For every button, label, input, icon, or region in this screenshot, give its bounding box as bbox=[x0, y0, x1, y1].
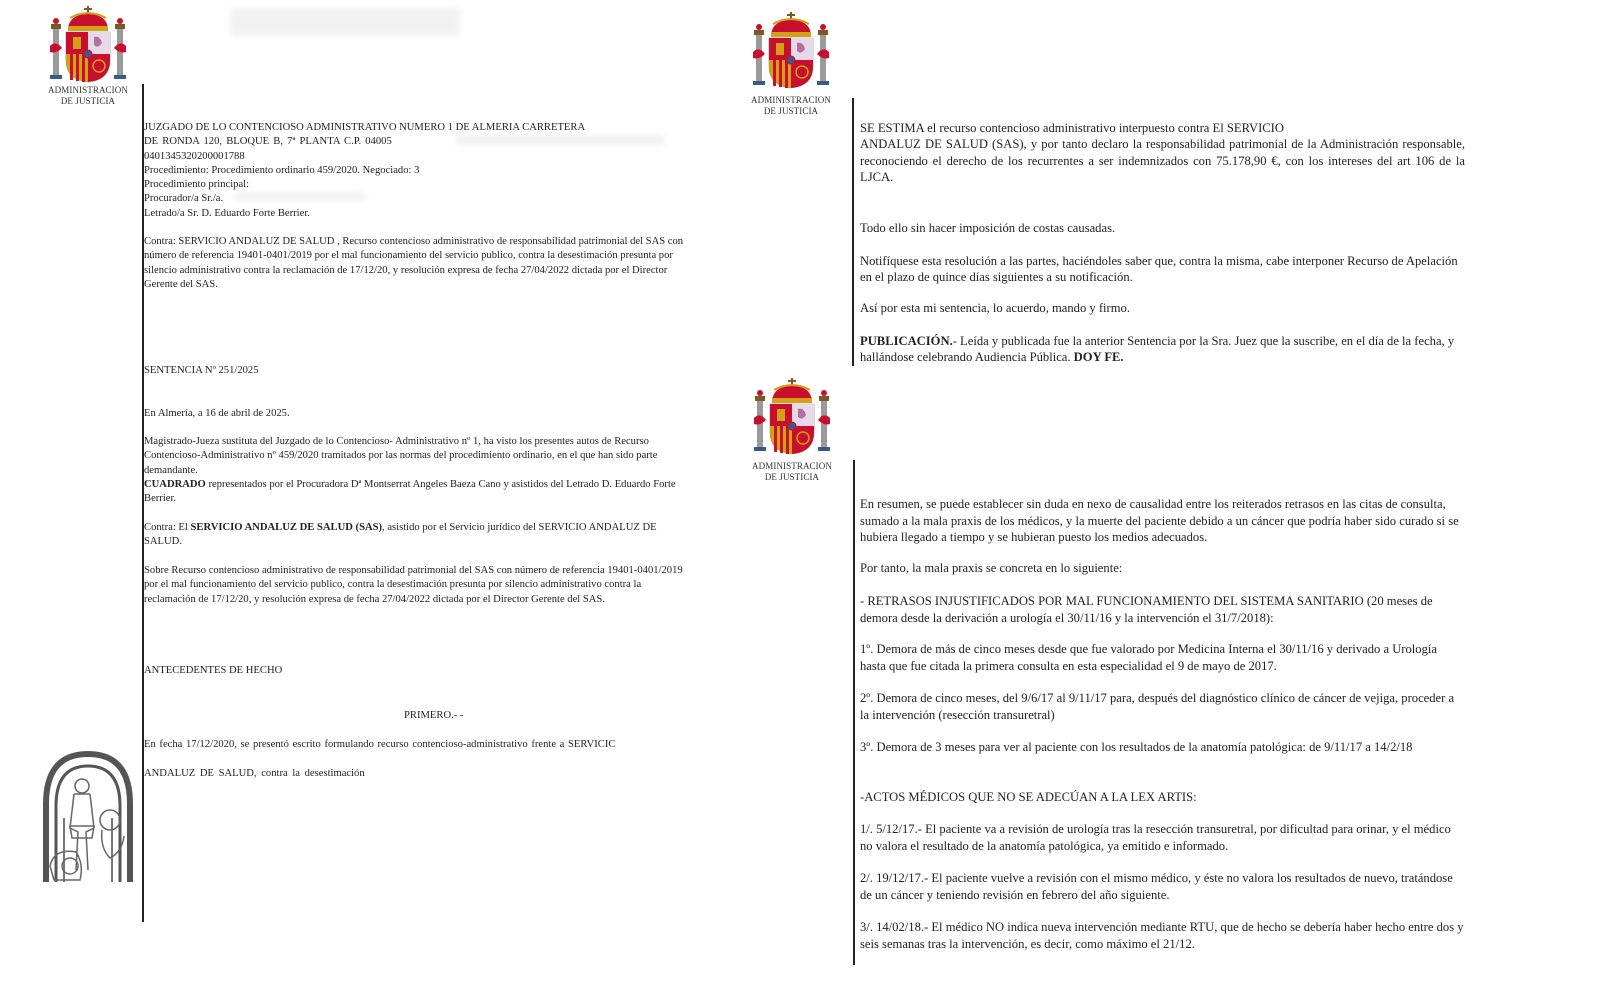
spain-coat-of-arms-icon bbox=[749, 6, 833, 94]
retraso-item-1: 1º. Demora de más de cinco meses desde que fue valorado por Medicina Interna el 30/11/16 y derivado a Urología hasta que fue citada la primera consulta en esta especialidad el 9 de mayo de 2017. bbox=[860, 642, 1437, 673]
spain-coat-of-arms-icon bbox=[46, 4, 130, 84]
redacted-court-contact bbox=[455, 135, 665, 145]
date-line: En Almería, a 16 de abril de 2025. bbox=[144, 408, 290, 419]
retraso-item-3: 3º. Demora de 3 meses para ver al paciente con los resultados de la anatomía patológica: de 9/11/17 a 14/2/18 bbox=[860, 740, 1413, 754]
crest-caption-line2: DE JUSTICIA bbox=[764, 472, 820, 482]
page1-contra-paragraph: Contra: SERVICIO ANDALUZ DE SALUD , Recurso contencioso administrativo de responsabilidad patrimonial del SAS con número de referencia 19401-0401/2019 por el mal funcionamiento del servicio publico, contra la desestimación presunta por silencio administrativo contra la reclamación de 17/12/20, y resolución expresa de fecha 27/04/2022 dictada por el Director Gerente del SAS. bbox=[144, 236, 684, 290]
crest-caption-line2: DE JUSTICIA bbox=[60, 96, 116, 106]
publicacion-bold: PUBLICACIÓN. bbox=[860, 334, 953, 348]
procedimiento-line: Procedimiento: Procedimiento ordinario 459/2020. Negociado: 3 bbox=[144, 164, 420, 176]
publicacion-paragraph bbox=[860, 333, 1465, 366]
redacted-header-block bbox=[230, 8, 460, 36]
doy-fe: DOY FE. bbox=[1073, 350, 1124, 365]
primero-title: PRIMERO.- - bbox=[404, 710, 464, 721]
fallo-line1: SE ESTIMA el recurso contencioso administrativo interpuesto contra El SERVICIO bbox=[860, 121, 1284, 135]
acto-item-3: 3/. 14/02/18.- El médico NO indica nueva intervención mediante RTU, que de hecho se debería haber hecho entre dos y seis semanas tras la intervención, es decir, como máximo el 21/12. bbox=[860, 920, 1464, 951]
crest-caption-line2: DE JUSTICIA bbox=[763, 106, 819, 116]
crest-administracion-justicia-page1 bbox=[43, 4, 133, 106]
por-tanto-line: Por tanto, la mala praxis se concreta en lo siguiente: bbox=[860, 561, 1123, 575]
magistrada-text: Magistrado-Jueza sustituta del Juzgado de lo Contencioso- Administrativo nº 1, ha visto los presentes autos de Recurso Contencioso-Administrativo nº 459/2020 tramitados por las normas del procedimiento ordinario, en el que han sido parte demandante. bbox=[144, 436, 658, 476]
court-address-line2: DE RONDA 120, BLOQUE B, 7ª PLANTA C.P. 04005 bbox=[144, 136, 392, 148]
magistrada-paragraph bbox=[144, 435, 684, 506]
asi-line: Así por esta mi sentencia, lo acuerdo, mando y firmo. bbox=[860, 301, 1130, 315]
crest-caption-line1: ADMINISTRACION bbox=[752, 461, 832, 471]
procedimiento-principal-line: Procedimiento principal: bbox=[144, 179, 250, 191]
actos-title: -ACTOS MÉDICOS QUE NO SE ADECÚAN A LA LEX ARTIS: bbox=[860, 790, 1197, 804]
fallo-rest: ANDALUZ DE SALUD (SAS), y por tanto declaro la responsabilidad patrimonial de la Administración responsable, reconociendo el derecho de los recurrentes a ser indemnizados con 75.178,90 €, con los intereses del art 106 de la LJCA. bbox=[860, 137, 1465, 185]
spain-coat-of-arms-icon bbox=[750, 372, 834, 460]
representados-text: representados por el Procuradora Dª Montserrat Angeles Baeza Cano y asistidos del Letrado D. Eduardo Forte Berrier. bbox=[144, 478, 676, 505]
crest-caption-line1: ADMINISTRACION bbox=[751, 95, 831, 105]
primero-line1: En fecha 17/12/2020, se presentó escrito formulando recurso contencioso-administrativo frente a SERVICIC bbox=[144, 739, 616, 750]
case-nig: 0401345320200001788 bbox=[144, 150, 245, 162]
redacted-procurador-name bbox=[235, 192, 365, 201]
letrado-line: Letrado/a Sr. D. Eduardo Forte Berrier. bbox=[144, 207, 310, 219]
acto-item-2: 2/. 19/12/17.- El paciente vuelve a revisión con el mismo médico, y éste no valora los resultados de nuevo, tratándose de un cáncer y teniendo revisión en febrero del año siguiente. bbox=[860, 871, 1453, 902]
page3-margin-rule bbox=[853, 460, 855, 965]
court-address-line1: JUZGADO DE LO CONTENCIOSO ADMINISTRATIVO NUMERO 1 DE ALMERIA CARRETERA bbox=[144, 122, 586, 133]
contra-rest: , asistido por el Servicio jurídico del SERVICIO ANDALUZ DE SALUD. bbox=[144, 522, 657, 548]
page2-margin-rule bbox=[852, 98, 854, 366]
sentencia-title: SENTENCIA Nº 251/2025 bbox=[144, 365, 259, 376]
antecedentes-title: ANTECEDENTES DE HECHO bbox=[144, 665, 283, 676]
cuadrado-surname: CUADRADO bbox=[144, 478, 206, 490]
sas-bold: SERVICIO ANDALUZ DE SALUD (SAS) bbox=[190, 522, 383, 533]
primero-line2: ANDALUZ DE SALUD, contra la desestimación bbox=[144, 768, 365, 779]
fallo-paragraph bbox=[860, 120, 1465, 186]
junta-andalucia-logo bbox=[40, 748, 136, 884]
crest-administracion-justicia-page2 bbox=[746, 6, 836, 116]
costas-line: Todo ello sin hacer imposición de costas causadas. bbox=[860, 221, 1116, 235]
hercules-lions-emblem-icon bbox=[40, 748, 136, 884]
procurador-line: Procurador/a Sr./a. bbox=[144, 193, 224, 205]
crest-administracion-justicia-page3 bbox=[747, 372, 837, 482]
acto-item-1: 1/. 5/12/17.- El paciente va a revisión de urología tras la resección transuretral, por dificultad para orinar, y el médico no valora el resultado de la anatomía patológica, ya emitido e informado. bbox=[860, 822, 1451, 853]
sobre-paragraph: Sobre Recurso contencioso administrativo de responsabilidad patrimonial del SAS con número de referencia 19401-0401/2019 por el mal funcionamiento del servicio publico, contra la desestimación presunta por silencio administrativo contra la reclamación de 17/12/20, y resolución expresa de fecha 27/04/2022 dictada por el Director Gerente del SAS. bbox=[144, 565, 683, 605]
contra-sas-paragraph bbox=[144, 521, 684, 550]
retrasos-title: - RETRASOS INJUSTIFICADOS POR MAL FUNCIONAMIENTO DEL SISTEMA SANITARIO (20 meses de demora desde la derivación a urología el 30/11/16 y la intervención el 31/7/2018): bbox=[860, 594, 1433, 625]
contra-prefix: Contra: El bbox=[144, 522, 191, 533]
notifiquese-paragraph: Notifíquese esta resolución a las partes, haciéndoles saber que, contra la misma, cabe interponer Recurso de Apelación en el plazo de quince días siguientes a su notificación. bbox=[860, 254, 1458, 285]
resumen-paragraph: En resumen, se puede establecer sin duda en nexo de causalidad entre los reiterados retrasos en las citas de consulta, sumado a la mala praxis de los médicos, y la muerte del paciente debido a un cáncer que podría haber sido curado si se hubiera llegado a tiempo y se hubieran puesto los medios adecuados. bbox=[860, 497, 1459, 545]
publicacion-text: - Leída y publicada fue la anterior Sentencia por la Sra. Juez que la suscribe, en el día de la fecha, y hallándose celebrando Audiencia Pública. bbox=[860, 334, 1455, 365]
retraso-item-2: 2º. Demora de cinco meses, del 9/6/17 al 9/11/17 para, después del diagnóstico clínico de cáncer de vejiga, proceder a la intervención (resección transuretral) bbox=[860, 691, 1455, 722]
crest-caption-line1: ADMINISTRACION bbox=[48, 85, 128, 95]
